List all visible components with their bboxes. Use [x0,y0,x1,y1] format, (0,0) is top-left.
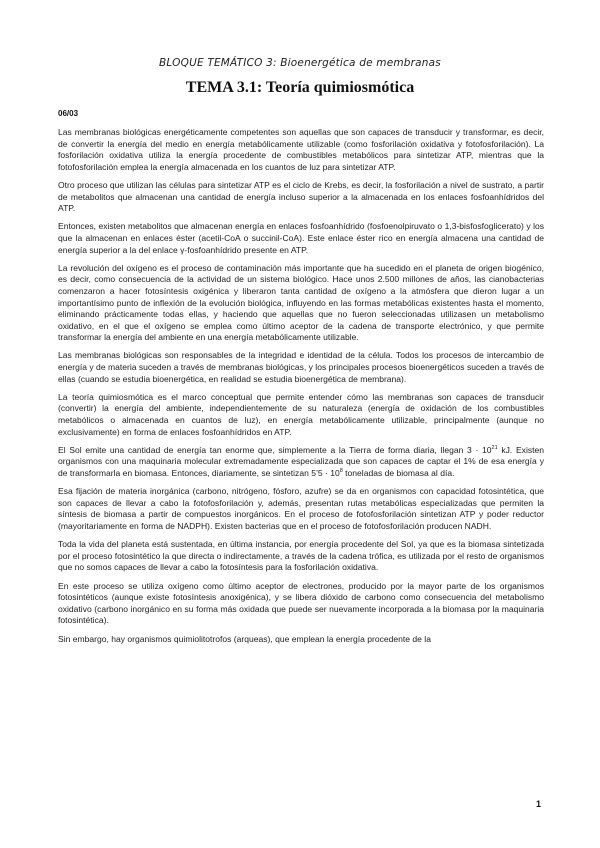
paragraph: La revolución del oxígeno es el proceso de contaminación más importante que ha sucedido en el planeta de origen biogénico, es decir, como consecuencia de la actividad de un sistema biológico. Hace unos 2.500 millones de años, las cianobacterias comenzaron a hacer fotosíntesis oxigénica y liberaron tanta cantidad de oxígeno a la atmósfera que dieron lugar a un importantísimo punto de inflexión de la evolución biológica, influyendo en las formas metabólicas existentes hasta el momento, eliminando prácticamente todas ellas, y haciendo que aquellas que no fueron seleccionadas utilizasen un metabolismo oxidativo, en el que el oxígeno se emplea como último aceptor de la cadena de transporte electrónico, y que permite transformar la energía del ambiente en una energía metabólicamente utilizable. [58,262,544,343]
exponent: 8 [339,468,343,474]
sol-text-3: toneladas de biomasa al día. [342,468,455,478]
sol-text-2: kJ. Existen organismos con una maquinaria molecular extremadamente especializada que son capaces de captar el 1% de esa energía y de transformarla en biomasa. Entonces, diariamente, se sintetizan 5’5 · 10 [58,444,544,478]
date-label: 06/03 [58,109,79,118]
block-title: BLOQUE TEMÁTICO 3: Bioenergética de membranas [159,57,441,69]
sol-text-1: El Sol emite una cantidad de energía tan enorme que, simplemente a la Tierra de forma diaria, llegan 3 · 10 [58,444,492,455]
paragraph: Otro proceso que utilizan las células para sintetizar ATP es el ciclo de Krebs, es decir, la fosforilación a nivel de sustrato, a partir de metabolitos que almacenan una cantidad de energía incluso superior a la almacenada en los enlaces fosfoanhídridos del ATP. [58,179,544,214]
exponent: 21 [491,444,498,451]
paragraph: Las membranas biológicas energéticamente competentes son aquellas que son capaces de transducir y transformar, es decir, de convertir la energía del medio en energía metabólicamente utilizable (como fosforilación oxidativa y fotofosforilación). La fosforilación oxidativa utiliza la energía procedente de combustibles metabólicos para sintetizar ATP, mientras que la fotofosforilación emplea la energía almacenada en los cuantos de luz para sintetizar ATP. [58,127,544,172]
paragraph: En este proceso se utiliza oxígeno como último aceptor de electrones, producido por la mayor parte de los organismos fotosintéticos (aunque existe fotosíntesis anoxigénica), y se libera dióxido de carbono como consecuencia del metabolismo oxidativo (carbono inorgánico en su forma más oxidada que puede ser nuevamente incorporada a la biomasa por la maquinaria fotosintética). [58,580,544,626]
page-number: 1 [536,799,542,809]
paragraph: Entonces, existen metabolitos que almacenan energía en enlaces fosfoanhídrido (fosfoenolpiruvato o 1,3-bisfosfoglicerato) y los que la almacenan en enlaces éster (acetil-CoA o succinil-CoA). Este enlace éster rico en energía almacena una cantidad de energía superior a la del enlace γ-fosfoanhídrido presente en ATP. [58,221,544,255]
paragraph: Las membranas biológicas son responsables de la integridad e identidad de la célula. Todos los procesos de intercambio de energía y de materia suceden a través de membranas biológicas, y los principales procesos bioenergéticos suceden a través de ellas (cuando se estudia bioenergética, en realidad se estudia bioenergética de membrana). [58,350,544,384]
sol-paragraph [58,445,544,480]
paragraph: La teoría quimiosmótica es el marco conceptual que permite entender cómo las membranas son capaces de transducir (convertir) la energía del ambiente, independientemente de su naturaleza (energía de oxidación de los combustibles metabólicos o almacenada en cuantos de luz), en energía metabólicamente utilizable, principalmente (aunque no exclusivamente) en forma de enlaces fosfoanhídridos en ATP. [58,391,544,437]
paragraph: Sin embargo, hay organismos quimiolitotrofos (arqueas), que emplean la energía procedente de la [58,633,431,644]
document-body [58,127,544,652]
paragraph: Toda la vida del planeta está sustentada, en última instancia, por energía procedente del Sol, ya que es la biomasa sintetizada por el proceso fotosintético la que directa o indirectamente, a través de la cadena trófica, es utilizada por el resto de organismos que no somos capaces de llevar a cabo la fotosíntesis para la fosforilación oxidativa. [58,539,544,573]
paragraph: Esa fijación de materia inorgánica (carbono, nitrógeno, fósforo, azufre) se da en organismos con capacidad fotosintética, que son capaces de llevar a cabo la fotofosforilación y, además, presentan rutas metabólicas especializadas que permiten la síntesis de biomasa a partir de compuestos inorgánicos. En el proceso de fotofosforilación sintetizan ATP y poder reductor (mayoritariamente en forma de NADPH). Existen bacterias que en el proceso de fotofosforilación producen NADH. [58,486,544,531]
page-title: TEMA 3.1: Teoría quimiosmótica [185,79,415,96]
